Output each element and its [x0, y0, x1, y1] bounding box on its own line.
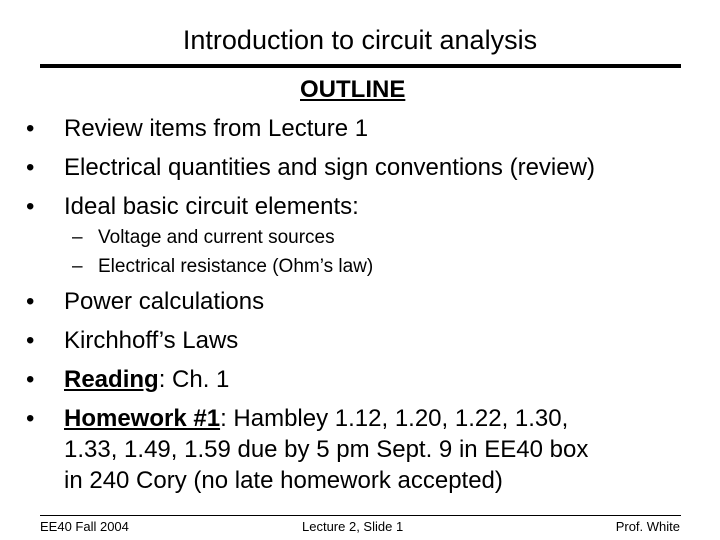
slide-title: Introduction to circuit analysis [182, 25, 538, 55]
homework-line-2: 1.33, 1.49, 1.59 due by 5 pm Sept. 9 in EE40 box [64, 436, 589, 463]
homework-label: Homework #1 [64, 405, 221, 432]
list-item-text: Electrical quantities and sign conventions (review) [64, 154, 595, 181]
bullet-icon: • [26, 193, 35, 220]
reading-label: Reading [64, 366, 159, 393]
list-item [26, 284, 264, 320]
sub-list-item [72, 253, 373, 281]
reading-item [26, 362, 229, 398]
footer-course: EE40 Fall 2004 [40, 519, 129, 534]
homework-line-3: in 240 Cory (no late homework accepted) [64, 467, 503, 494]
dash-icon: – [72, 256, 83, 277]
list-item [26, 189, 359, 225]
footer-author: Prof. White [615, 519, 680, 534]
reading-text: : Ch. 1 [158, 366, 230, 393]
sub-list-item [72, 224, 335, 252]
homework-item [26, 401, 568, 437]
bullet-icon: • [26, 327, 35, 354]
homework-line-1: : Hambley 1.12, 1.20, 1.22, 1.30, [220, 405, 569, 432]
list-item-text: Power calculations [64, 288, 265, 315]
bullet-icon: • [26, 366, 35, 393]
bullet-icon: • [26, 405, 35, 432]
list-item [26, 150, 595, 186]
list-item [26, 111, 368, 147]
footer-divider [40, 515, 681, 516]
outline-heading: OUTLINE [300, 76, 406, 103]
dash-icon: – [72, 227, 83, 248]
footer-slide-number: Lecture 2, Slide 1 [302, 519, 404, 534]
sub-list-item-text: Electrical resistance (Ohm’s law) [98, 256, 374, 277]
bullet-icon: • [26, 288, 35, 315]
bullet-icon: • [26, 154, 35, 181]
list-item [26, 323, 238, 359]
title-divider [40, 64, 681, 68]
list-item-text: Ideal basic circuit elements: [64, 193, 359, 220]
sub-list-item-text: Voltage and current sources [98, 227, 335, 248]
list-item-text: Kirchhoff’s Laws [64, 327, 239, 354]
list-item-text: Review items from Lecture 1 [64, 115, 369, 142]
bullet-icon: • [26, 115, 35, 142]
